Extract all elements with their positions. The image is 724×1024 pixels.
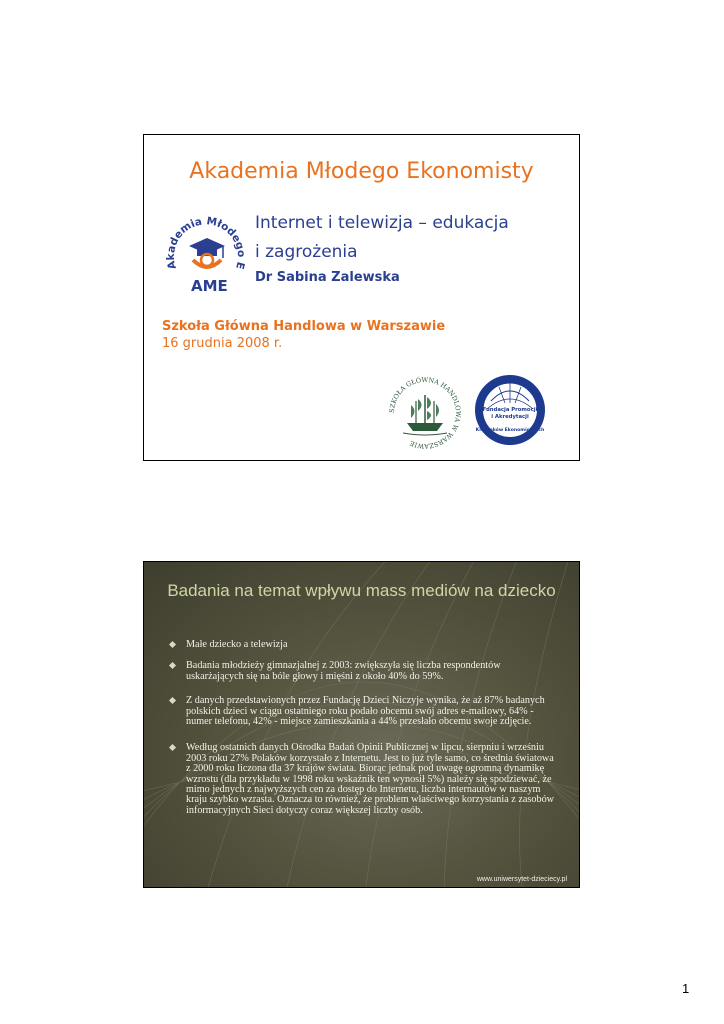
list-item-text: Z danych przedstawionych przez Fundację Dzieci Niczyje wynika, że aż 87% badanych polskich dzieci w ciągu ostatniego roku podało obcemu swój adres e-mailowy, 64% - numer telefonu, 42% - miejsce zamieszkania a 44% przesłało obcemu swoje zdjęcie.: [186, 695, 545, 728]
foundation-logo-icon: [473, 373, 547, 447]
slide-title: Badania na temat wpływu mass mediów na dziecko: [167, 581, 556, 600]
title-slide: [143, 134, 580, 461]
page-number: 1: [682, 981, 690, 996]
school-name: Szkoła Główna Handlowa w Warszawie: [162, 319, 446, 334]
diamond-bullet-icon: [169, 744, 176, 751]
diamond-bullet-icon: [169, 697, 176, 704]
list-item-text: Badania młodzieży gimnazjalnej z 2003: zwiększyła się liczba respondentów uskarżających się na bóle głowy i mięśni z około 40% do 59%.: [186, 660, 501, 682]
svg-text:SZKOŁA GŁÓWNA HANDLOWA W WARSZ: SZKOŁA GŁÓWNA HANDLOWA W WARSZAWIE: [387, 375, 463, 451]
list-item: [170, 640, 555, 650]
list-item-text: Według ostatnich danych Ośrodka Badań Opinii Publicznej w lipcu, sierpniu i wrześniu 2003 roku 27% Polaków korzystało z Internetu. Jest to już tyle samo, co średnia światowa z 2000 roku liczona dla 37 krajów świata. Biorąc jednak pod uwagę ogromną dynamikę wzrostu (dla przykładu w 1998 roku wskaźnik ten wynosił 5%) należy się spodziewać, że mimo jednych z najwyższych cen za dostęp do Internetu, liczba internautów w naszym kraju szybko wzrasta. Oznacza to również, że problem właściwego korzystania z zasobów informacyjnych Sieci dotyczy coraz większej liczby osób.: [186, 742, 555, 816]
svg-text:AME: AME: [191, 277, 228, 295]
presentation-date: 16 grudnia 2008 r.: [162, 336, 283, 351]
footer-url: www.uniwersytet-dzieciecy.pl: [476, 876, 567, 883]
svg-text:i Akredytacji: i Akredytacji: [491, 414, 529, 420]
subtitle-line-2: i zagrożenia: [255, 242, 358, 262]
svg-text:Akademia Młodego Ekonomisty: Akademia Młodego E: [164, 215, 247, 271]
sgh-seal-icon: [385, 373, 465, 453]
svg-text:Kierunków Ekonomicznych: Kierunków Ekonomicznych: [475, 428, 545, 433]
list-item-text: Małe dziecko a telewizja: [186, 639, 288, 650]
content-slide: [143, 561, 580, 888]
list-item: [170, 661, 555, 682]
author-name: Dr Sabina Zalewska: [255, 270, 400, 285]
ame-logo-icon: [163, 208, 247, 298]
bullet-list: [170, 640, 555, 824]
diamond-bullet-icon: [169, 662, 176, 669]
list-item: [170, 696, 555, 727]
slide-title: Akademia Młodego Ekonomisty: [189, 159, 534, 184]
svg-text:Fundacja Promocji: Fundacja Promocji: [482, 407, 538, 413]
subtitle-line-1: Internet i telewizja – edukacja: [255, 213, 509, 233]
list-item: [170, 743, 555, 816]
diamond-bullet-icon: [169, 641, 176, 648]
